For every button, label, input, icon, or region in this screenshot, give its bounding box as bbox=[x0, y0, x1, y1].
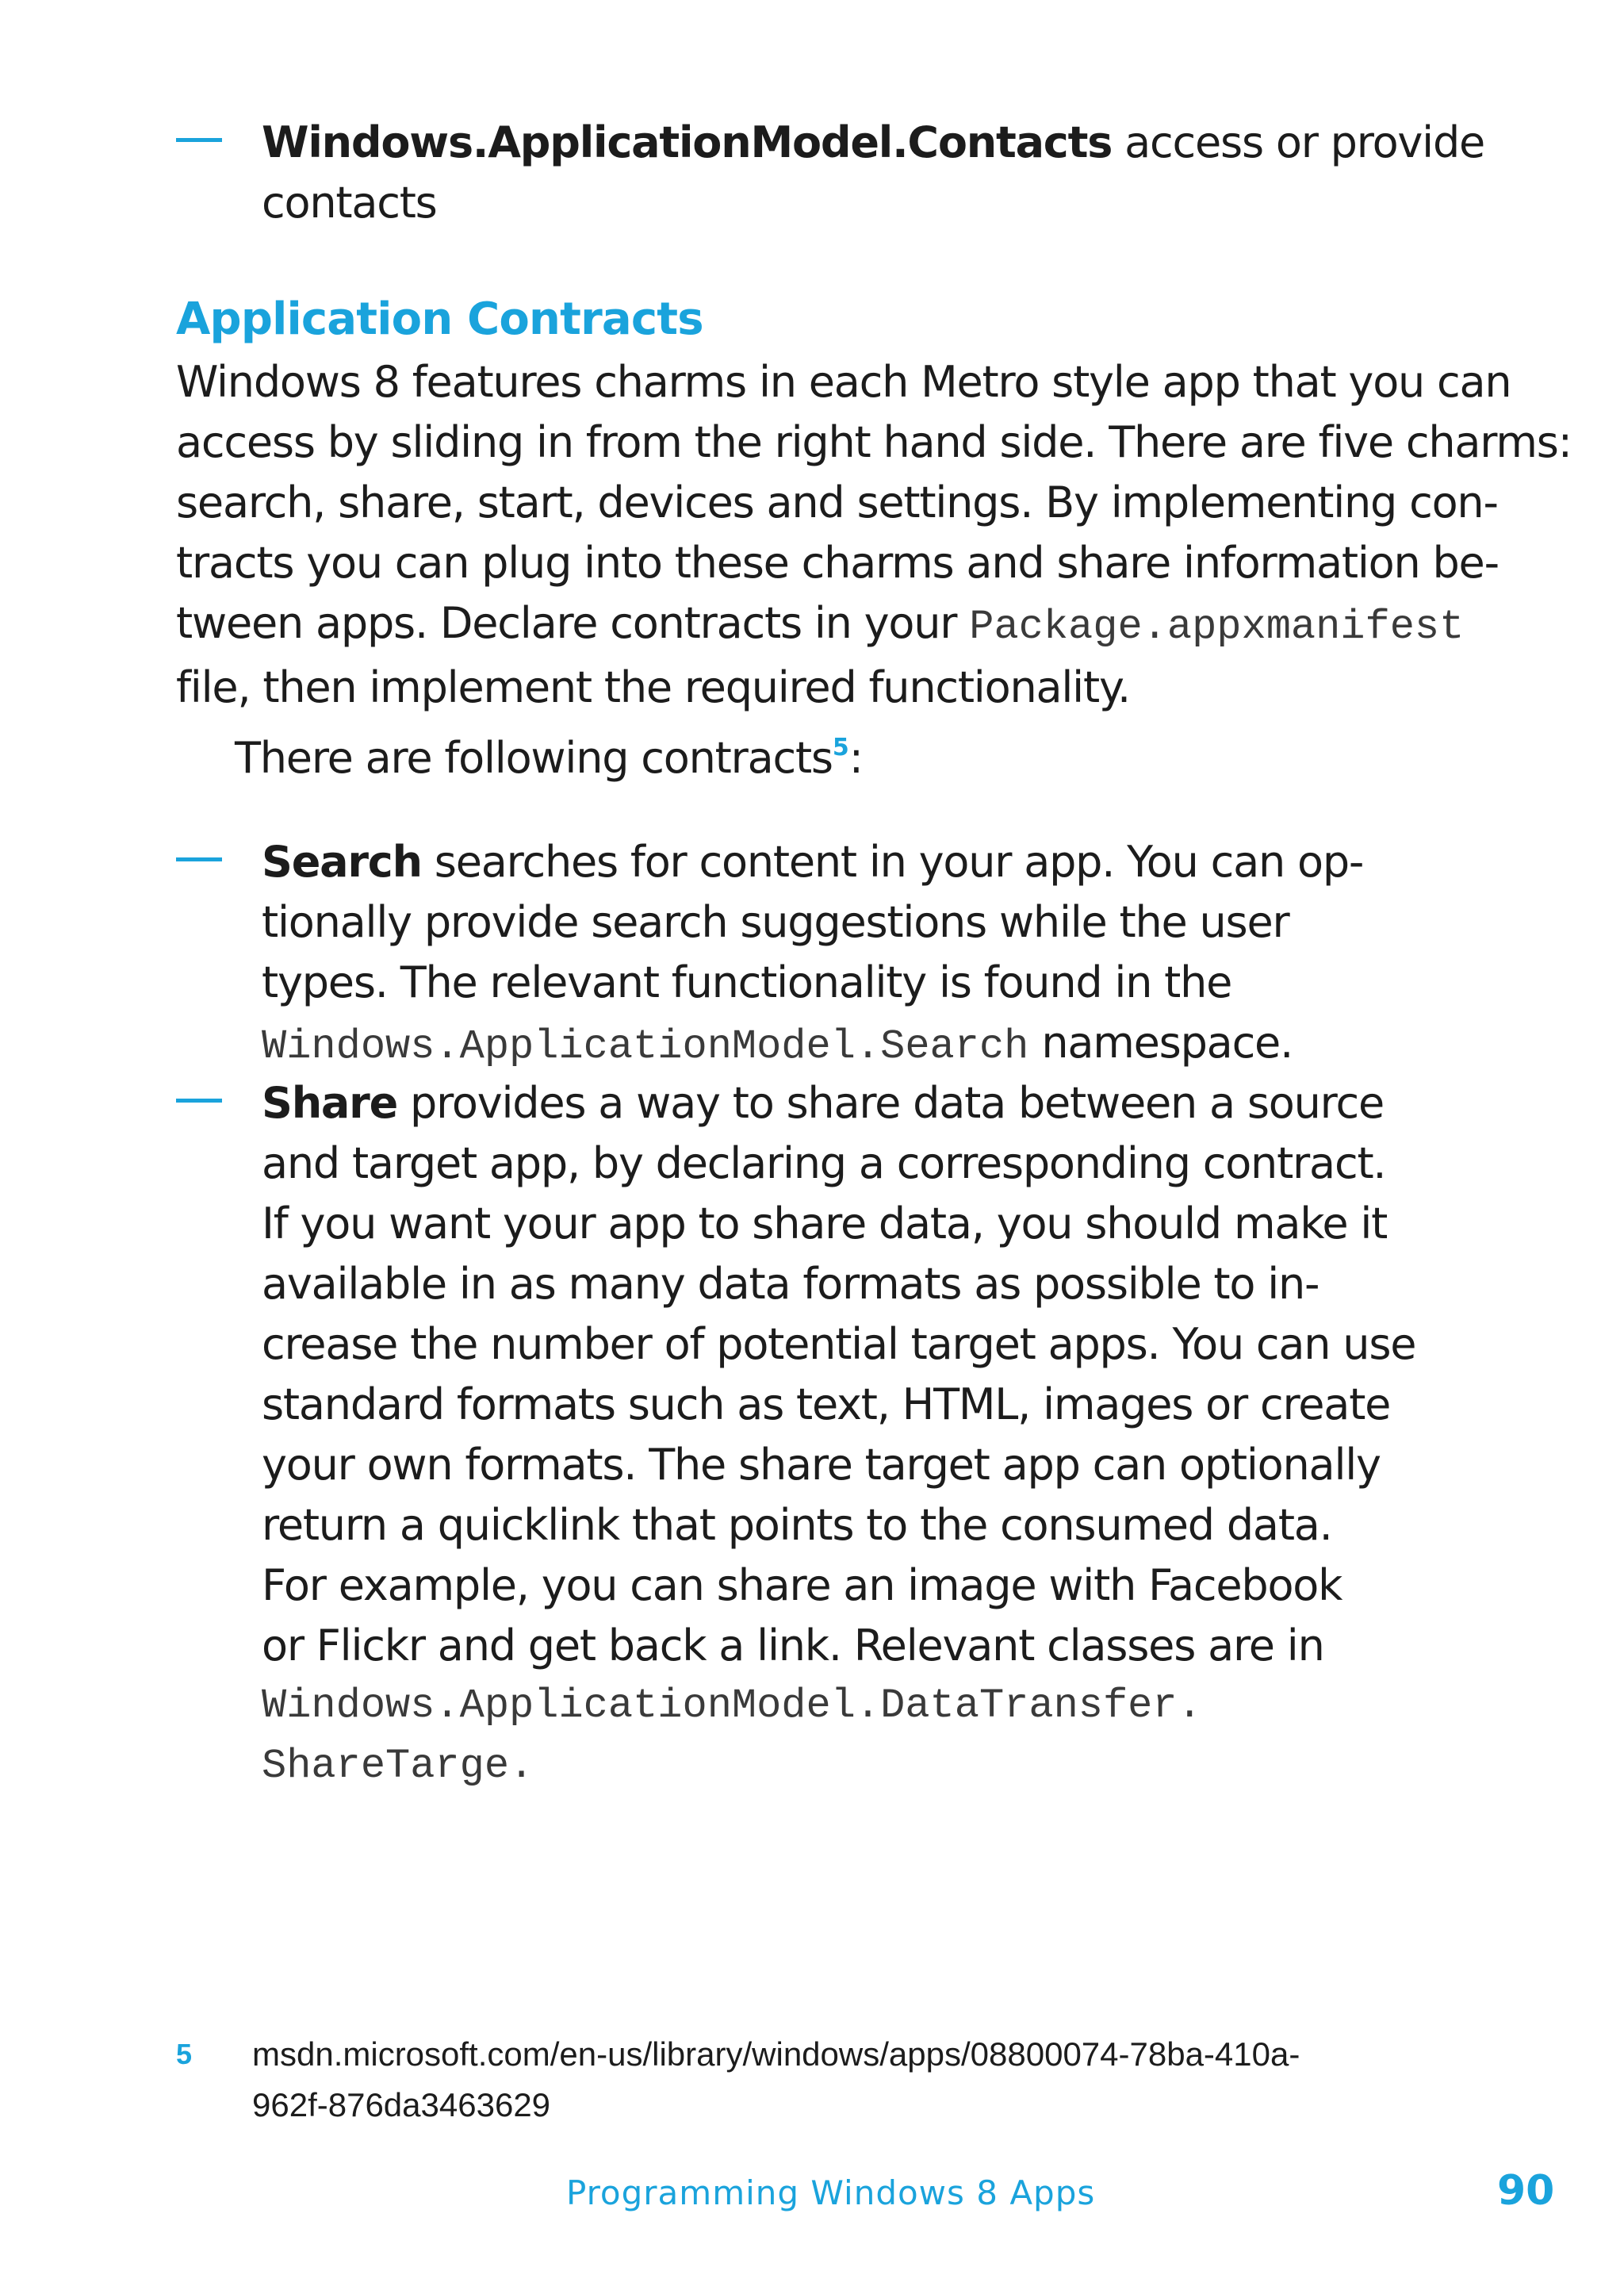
list-item-share-line: and target app, by declaring a corresponding contract. bbox=[262, 1138, 1386, 1188]
bullet-dash-contacts bbox=[176, 138, 222, 142]
bullet-dash-share bbox=[176, 1099, 222, 1103]
list-item-search-line2: tionally provide search suggestions while the user bbox=[262, 897, 1289, 947]
paragraph-line: tween apps. Declare contracts in your Package.appxmanifest bbox=[176, 598, 1465, 650]
paragraph-line: tracts you can plug into these charms and share information be- bbox=[176, 538, 1499, 588]
code-datatransfer-line2: ShareTarge. bbox=[262, 1743, 534, 1789]
list-item-share-line: or Flickr and get back a link. Relevant classes are in bbox=[262, 1621, 1324, 1671]
list-item-contacts-line2: contacts bbox=[262, 178, 437, 228]
list-item-contacts-line1: Windows.ApplicationModel.Contacts access or provide bbox=[262, 117, 1485, 167]
code-datatransfer-line1: Windows.ApplicationModel.DataTransfer. bbox=[262, 1682, 1202, 1729]
list-item-search-line1: Search searches for content in your app. You can op- bbox=[262, 837, 1364, 887]
list-item-contacts bbox=[262, 113, 1484, 233]
paragraph-line: Windows 8 features charms in each Metro style app that you can bbox=[176, 357, 1511, 407]
paragraph-line: access by sliding in from the right hand side. There are five charms: bbox=[176, 417, 1572, 467]
list-item-share-line: If you want your app to share data, you should make it bbox=[262, 1199, 1388, 1249]
section-heading: Application Contracts bbox=[176, 293, 703, 345]
list-item-search-line3: types. The relevant functionality is found in the bbox=[262, 957, 1232, 1007]
list-item-search-line4: Windows.ApplicationModel.Search namespace. bbox=[262, 1018, 1293, 1070]
code-package-manifest: Package.appxmanifest bbox=[969, 604, 1465, 650]
bullet-dash-search bbox=[176, 857, 222, 861]
list-item-share bbox=[262, 1073, 1415, 1797]
list-item-share-line: available in as many data formats as possible to in- bbox=[262, 1259, 1320, 1309]
list-item-share-line1: Share provides a way to share data between a source bbox=[262, 1078, 1384, 1128]
list-item-share-line: crease the number of potential target apps. You can use bbox=[262, 1319, 1416, 1369]
footnote-link-line2[interactable]: 962f-876da3463629 bbox=[252, 2086, 551, 2123]
page-number: 90 bbox=[1497, 2167, 1555, 2215]
list-item-share-line: standard formats such as text, HTML, images or create bbox=[262, 1379, 1391, 1429]
term-share: Share bbox=[262, 1078, 398, 1128]
section-paragraph bbox=[176, 352, 1572, 788]
footnote-link-line1[interactable]: msdn.microsoft.com/en-us/library/windows/apps/08800074-78ba-410a- bbox=[252, 2035, 1300, 2073]
term-contacts: Windows.ApplicationModel.Contacts bbox=[262, 117, 1113, 167]
paragraph-line: file, then implement the required functionality. bbox=[176, 662, 1130, 712]
footnote-reference: 5 bbox=[832, 734, 849, 761]
following-contracts-line: There are following contracts$^5$: bbox=[235, 733, 863, 783]
paragraph-line: search, share, start, devices and settings. By implementing con- bbox=[176, 478, 1498, 527]
term-search: Search bbox=[262, 837, 422, 887]
list-item-share-line: return a quicklink that points to the consumed data. bbox=[262, 1500, 1332, 1550]
code-search-namespace: Windows.ApplicationModel.Search bbox=[262, 1023, 1029, 1070]
running-footer-title: Programming Windows 8 Apps bbox=[566, 2173, 1096, 2212]
footnote-number: 5 bbox=[176, 2038, 193, 2070]
list-item-search bbox=[262, 832, 1363, 1077]
list-item-share-line: For example, you can share an image with Facebook bbox=[262, 1560, 1342, 1610]
list-item-share-line: your own formats. The share target app can optionally bbox=[262, 1440, 1381, 1490]
